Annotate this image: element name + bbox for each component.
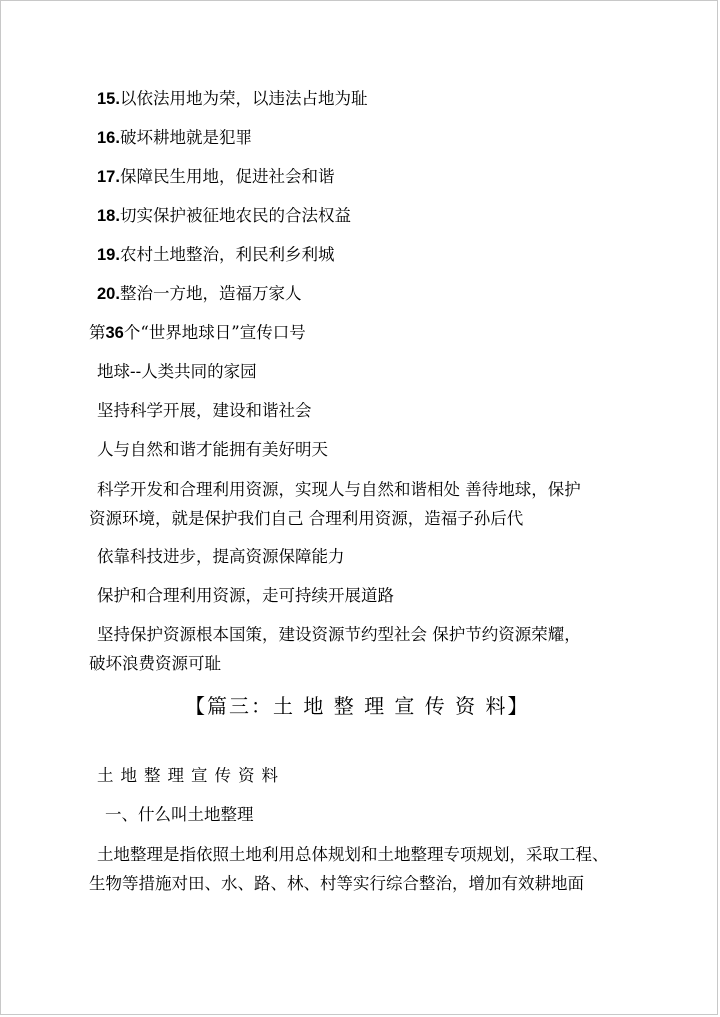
paragraph-line: 生物等措施对田、水、路、林、村等实行综合整治，增加有效耕地面 — [89, 874, 584, 893]
slogan-text: 农村土地整治，利民利乡利城 — [119, 245, 335, 264]
paragraph-line: 坚持保护资源根本国策，建设资源节约型社会 保护节约资源荣耀， — [97, 625, 581, 644]
paragraph-line: 科学开发和合理利用资源，实现人与自然和谐相处 善待地球，保护 — [97, 480, 581, 499]
subheading: 一、什么叫土地整理 — [105, 805, 254, 824]
slogan-harmonious-society: 坚持科学开展，建设和谐社会 — [97, 401, 312, 420]
slogan-19 — [97, 245, 334, 265]
earth-day-number: 36 — [105, 324, 124, 342]
earth-day-suffix: 个“世界地球日”宣传口号 — [123, 323, 306, 342]
slogan-earth-home: 地球--人类共同的家园 — [97, 362, 257, 381]
slogan-text: 切实保护被征地农民的合法权益 — [119, 206, 351, 225]
slogan-20 — [97, 284, 301, 304]
slogan-text: 整治一方地，造福万家人 — [119, 284, 302, 303]
section-title: 土地整理宣传资料 — [97, 766, 285, 785]
earth-day-prefix: 第 — [89, 323, 106, 342]
slogan-technology: 依靠科技进步，提高资源保障能力 — [97, 547, 345, 566]
slogan-number: 18. — [97, 207, 120, 225]
slogan-text: 以依法用地为荣，以违法占地为耻 — [119, 89, 368, 108]
paragraph-line: 资源环境，就是保护我们自己 合理利用资源，造福子孙后代 — [89, 509, 524, 528]
earth-day-title — [89, 323, 306, 343]
slogan-18 — [97, 206, 351, 226]
slogan-text: 破坏耕地就是犯罪 — [119, 128, 252, 147]
paragraph-line: 土地整理是指依照土地利用总体规划和土地整理专项规划，采取工程、 — [97, 845, 609, 864]
slogan-text: 保障民生用地，促进社会和谐 — [119, 167, 335, 186]
slogan-16 — [97, 128, 252, 148]
slogan-15 — [97, 89, 367, 109]
slogan-number: 19. — [97, 246, 120, 264]
slogan-17 — [97, 167, 334, 187]
slogan-number: 16. — [97, 129, 120, 147]
section-heading: 【篇三：土 地 整 理 宣 传 资 料】 — [185, 694, 530, 718]
paragraph-line: 破坏浪费资源可耻 — [89, 654, 221, 673]
slogan-number: 20. — [97, 285, 120, 303]
slogan-harmony-nature: 人与自然和谐才能拥有美好明天 — [97, 440, 328, 459]
slogan-sustainable: 保护和合理利用资源，走可持续开展道路 — [97, 586, 394, 605]
slogan-number: 17. — [97, 168, 120, 186]
slogan-number: 15. — [97, 90, 120, 108]
